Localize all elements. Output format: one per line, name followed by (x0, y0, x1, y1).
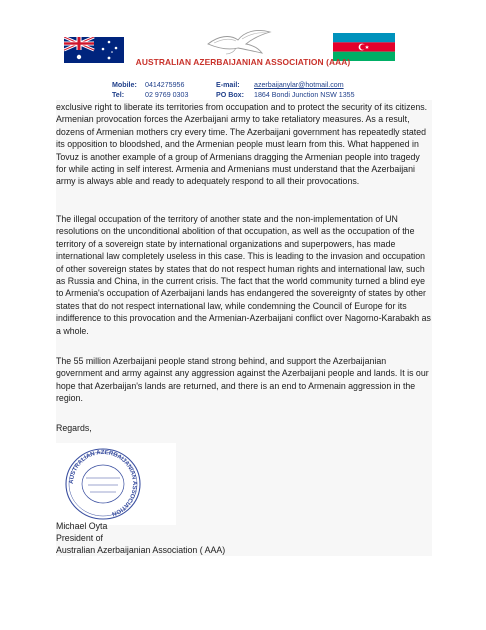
stamp-area (56, 443, 176, 525)
paragraph-1: exclusive right to liberate its territories from occupation and to protect the security of its citizens. Armenian provocation forces the Azerbaijani army to take retaliatory measures. As a result, dozens of Armenian mothers cry every time. The Azerbaijani government has repeatedly stated its opposition to bloodshed, and the Armenian people must learn from this. What happened in Tovuz is another example of a group of Armenians dragging the Armenian people into tragedy for while acting in self interest. Armenia and Armenians must understand that the Azerbaijani army is always able and ready to adequately respond to all their provocations. (56, 102, 428, 187)
contact-mobile (112, 80, 184, 90)
tel-value: 02 9769 0303 (145, 91, 189, 99)
mobile-value: 0414275956 (145, 81, 185, 89)
letterhead (0, 0, 486, 102)
pobox-value: 1864 Bondi Junction NSW 1355 (254, 91, 355, 99)
paragraph-3: The 55 million Azerbaijani people stand strong behind, and support the Azerbaijanian government and army against any aggression against the Azerbaijani people and lands. It is our hope that Azerbaijan's lands are returned, and there is an end to Armenain aggression in the region. (56, 356, 429, 404)
email-label: E-mail: (216, 81, 240, 89)
stamp-ring-text: AUSTRALIAN AZERBAIJANIAN ASSOCIATION (68, 449, 138, 517)
contact-tel (112, 90, 188, 100)
closing-regards: Regards, (56, 423, 92, 433)
mobile-label: Mobile: (112, 81, 137, 89)
tel-label: Tel: (112, 91, 125, 99)
signatory-organization: Australian Azerbaijanian Association ( AAA) (56, 545, 226, 555)
signatory-title: President of (56, 533, 103, 543)
association-stamp-icon (62, 445, 144, 523)
pobox-label: PO Box: (216, 91, 244, 99)
contact-pobox (216, 90, 355, 100)
paragraph-2: The illegal occupation of the territory of another state and the non-implementation of UN resolutions on the unconditional abolition of that occupation, as well as the occupation of the territory of a sovereign state by international organizations and superpowers, has made international law completely useless in this case. This is leading to the invasion and occupation of other sovereign states by states that do not respect human rights and international law, such as Russia and China, in the current crisis. The fact that the world community turned a blind eye to Armenia's occupation of Azerbaijani lands has endangered the sovereignty of states by other states that do not respect international law, while condemning the Council of Europe for its indifference to this provocation and the Armenian-Azerbaijani conflict over Nagorno-Karabakh as a whole. (56, 214, 431, 336)
email-link[interactable]: azerbaijanylar@hotmail.com (254, 81, 344, 89)
organization-name: AUSTRALIAN AZERBAIJANIAN ASSOCIATION (AAA) (135, 57, 351, 67)
dove-logo-icon (200, 26, 280, 56)
letter-body (56, 100, 432, 556)
contact-email (216, 80, 344, 90)
signatory-name: Michael Oyta (56, 521, 108, 531)
